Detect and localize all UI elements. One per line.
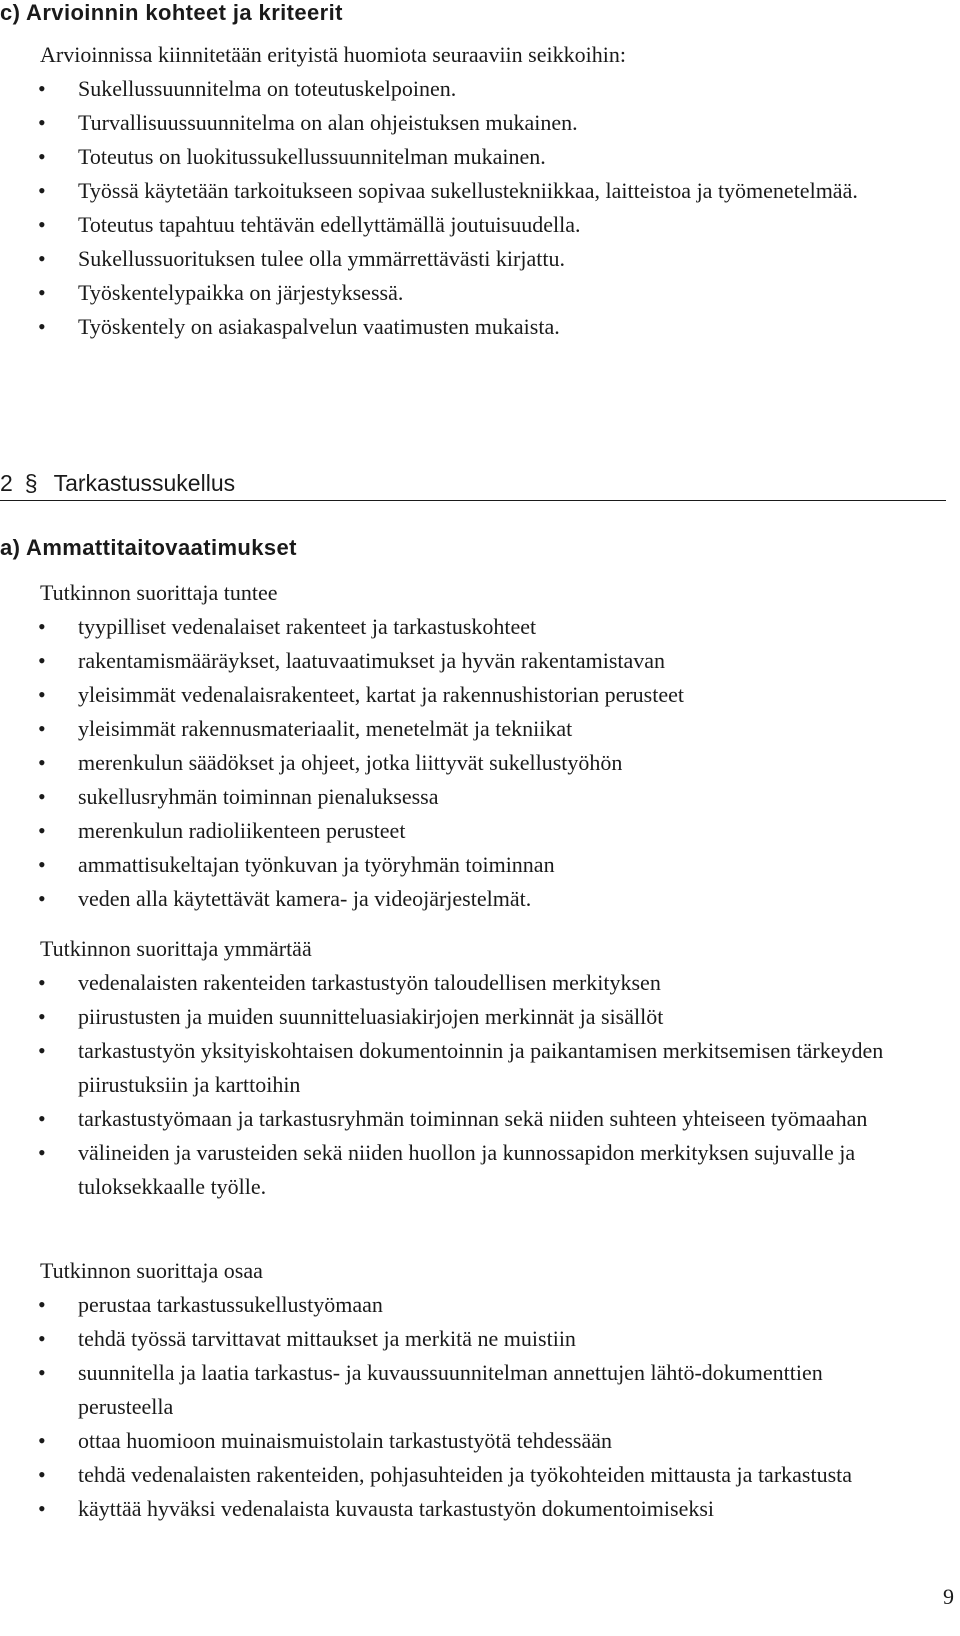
list-item: • tarkastustyön yksityiskohtaisen dokumentoinnin ja paikantamisen merkitsemisen tärkeyden piirustuksiin ja karttoihin (0, 1034, 920, 1102)
list-item: • tarkastustyömaan ja tarkastusryhmän toiminnan sekä niiden suhteen yhteiseen työmaahan (0, 1102, 920, 1136)
section-a-heading: a) Ammattitaitovaatimukset (0, 535, 297, 560)
list-item: • Sukellussuunnitelma on toteutuskelpoinen. (0, 72, 920, 106)
list-item: • Toteutus on luokitussukellussuunnitelman mukainen. (0, 140, 920, 174)
understands-list (0, 966, 920, 1204)
list-item: • perustaa tarkastussukellustyömaan (0, 1288, 920, 1322)
list-item: • tyypilliset vedenalaiset rakenteet ja tarkastuskohteet (0, 610, 920, 644)
group-intro-ymmartaa: Tutkinnon suorittaja ymmärtää (40, 936, 312, 961)
list-item: • tehdä vedenalaisten rakenteiden, pohjasuhteiden ja työkohteiden mittausta ja tarkastusta (0, 1458, 920, 1492)
list-item: • vedenalaisten rakenteiden tarkastustyön taloudellisen merkityksen (0, 966, 920, 1000)
list-item: • merenkulun säädökset ja ohjeet, jotka liittyvät sukellustyöhön (0, 746, 920, 780)
list-item: • yleisimmät vedenalaisrakenteet, kartat ja rakennushistorian perusteet (0, 678, 920, 712)
list-item: • ammattisukeltajan työnkuvan ja työryhmän toiminnan (0, 848, 920, 882)
group-intro-tuntee: Tutkinnon suorittaja tuntee (40, 580, 278, 605)
list-item: • merenkulun radioliikenteen perusteet (0, 814, 920, 848)
chapter-heading (0, 466, 235, 500)
list-item: • Työskentelypaikka on järjestyksessä. (0, 276, 920, 310)
list-item: • Työssä käytetään tarkoitukseen sopivaa sukellustekniikkaa, laitteistoa ja työmenetelmää. (0, 174, 920, 208)
chapter-divider (0, 500, 946, 501)
group-intro-osaa: Tutkinnon suorittaja osaa (40, 1258, 263, 1283)
can-do-list (0, 1288, 920, 1526)
list-item: • Työskentely on asiakaspalvelun vaatimusten mukaista. (0, 310, 920, 344)
list-item: • välineiden ja varusteiden sekä niiden huollon ja kunnossapidon merkityksen sujuvalle ja tuloksekkaalle työlle. (0, 1136, 920, 1204)
list-item: • yleisimmät rakennusmateriaalit, menetelmät ja tekniikat (0, 712, 920, 746)
list-item: • suunnitella ja laatia tarkastus- ja kuvaussuunnitelman annettujen lähtö-dokumenttien perusteella (0, 1356, 920, 1424)
list-item: • ottaa huomioon muinaismuistolain tarkastustyötä tehdessään (0, 1424, 920, 1458)
section-c-heading: c) Arvioinnin kohteet ja kriteerit (0, 0, 343, 25)
list-item: • Turvallisuussuunnitelma on alan ohjeistuksen mukainen. (0, 106, 920, 140)
page-number: 9 (943, 1584, 954, 1609)
knows-list (0, 610, 920, 916)
list-item: • sukellusryhmän toiminnan pienaluksessa (0, 780, 920, 814)
list-item: • piirustusten ja muiden suunnitteluasiakirjojen merkinnät ja sisällöt (0, 1000, 920, 1034)
section-c-intro: Arvioinnissa kiinnitetään erityistä huomiota seuraaviin seikkoihin: (40, 42, 626, 67)
section-sign: § (24, 470, 38, 496)
list-item: • veden alla käytettävät kamera- ja videojärjestelmät. (0, 882, 920, 916)
list-item: • tehdä työssä tarvittavat mittaukset ja merkitä ne muistiin (0, 1322, 920, 1356)
chapter-title: Tarkastussukellus (53, 470, 236, 496)
list-item: • Toteutus tapahtuu tehtävän edellyttämällä joutuisuudella. (0, 208, 920, 242)
list-item: • rakentamismääräykset, laatuvaatimukset ja hyvän rakentamistavan (0, 644, 920, 678)
chapter-number: 2 (0, 470, 13, 496)
list-item: • käyttää hyväksi vedenalaista kuvausta tarkastustyön dokumentoimiseksi (0, 1492, 920, 1526)
section-c-criteria-list (0, 72, 920, 344)
list-item: • Sukellussuorituksen tulee olla ymmärrettävästi kirjattu. (0, 242, 920, 276)
